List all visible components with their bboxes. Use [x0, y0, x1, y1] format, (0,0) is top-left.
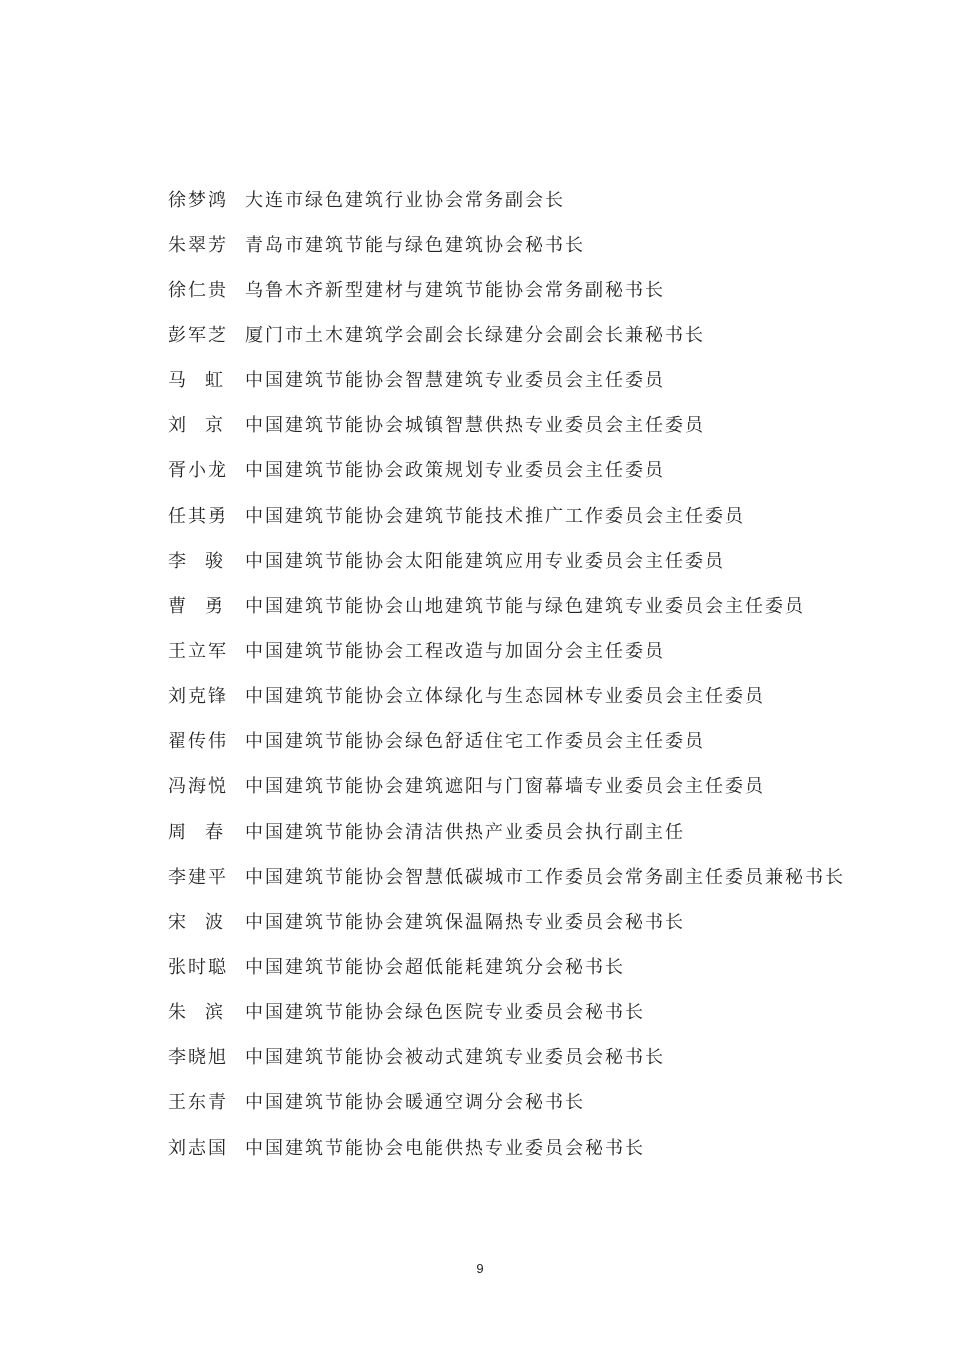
member-title: 中国建筑节能协会电能供热专业委员会秘书长 [245, 1137, 645, 1159]
member-title: 中国建筑节能协会暖通空调分会秘书长 [245, 1092, 585, 1114]
member-title: 中国建筑节能协会城镇智慧供热专业委员会主任委员 [245, 415, 705, 437]
member-row [168, 537, 868, 582]
member-name: 张 时 聪 [168, 956, 228, 978]
member-name: 徐 梦 鸿 [168, 189, 228, 211]
member-row [168, 266, 868, 311]
member-name: 任 其 勇 [168, 505, 228, 527]
member-row [168, 1034, 868, 1079]
member-list [168, 176, 868, 1169]
member-title: 中国建筑节能协会绿色医院专业委员会秘书长 [245, 1002, 645, 1024]
member-row [168, 492, 868, 537]
member-name: 李 骏 [168, 550, 225, 572]
member-title: 中国建筑节能协会太阳能建筑应用专业委员会主任委员 [245, 550, 725, 572]
member-row [168, 311, 868, 356]
member-row [168, 673, 868, 718]
member-title: 乌鲁木齐新型建材与建筑节能协会常务副秘书长 [245, 279, 665, 301]
member-name: 王 立 军 [168, 640, 228, 662]
member-row [168, 1079, 868, 1124]
member-title: 中国建筑节能协会被动式建筑专业委员会秘书长 [245, 1047, 665, 1069]
member-row [168, 357, 868, 402]
member-row [168, 1124, 868, 1169]
member-row [168, 943, 868, 988]
member-name: 王 东 青 [168, 1092, 228, 1114]
member-title: 中国建筑节能协会清洁供热产业委员会执行副主任 [245, 821, 685, 843]
member-name: 马 虹 [168, 370, 225, 392]
member-name: 曹 勇 [168, 595, 225, 617]
member-name: 刘 京 [168, 415, 225, 437]
member-title: 中国建筑节能协会工程改造与加固分会主任委员 [245, 640, 665, 662]
member-title: 中国建筑节能协会山地建筑节能与绿色建筑专业委员会主任委员 [245, 595, 805, 617]
page-number: 9 [476, 1261, 484, 1276]
member-name: 彭 军 芝 [168, 324, 228, 346]
member-row [168, 176, 868, 221]
member-name: 李 建 平 [168, 866, 228, 888]
member-name: 周 春 [168, 821, 225, 843]
member-name: 胥 小 龙 [168, 460, 228, 482]
member-row [168, 853, 868, 898]
member-name: 刘 克 锋 [168, 686, 228, 708]
member-row [168, 627, 868, 672]
member-row [168, 582, 868, 627]
member-row [168, 898, 868, 943]
member-name: 冯 海 悦 [168, 776, 228, 798]
member-title: 中国建筑节能协会建筑遮阳与门窗幕墙专业委员会主任委员 [245, 776, 765, 798]
member-name: 刘 志 国 [168, 1137, 228, 1159]
member-title: 中国建筑节能协会政策规划专业委员会主任委员 [245, 460, 665, 482]
member-title: 中国建筑节能协会超低能耗建筑分会秘书长 [245, 956, 625, 978]
member-title: 青岛市建筑节能与绿色建筑协会秘书长 [245, 234, 585, 256]
member-name: 翟 传 伟 [168, 731, 228, 753]
member-title: 中国建筑节能协会建筑保温隔热专业委员会秘书长 [245, 911, 685, 933]
member-row [168, 402, 868, 447]
member-name: 宋 波 [168, 911, 225, 933]
member-title: 厦门市土木建筑学会副会长绿建分会副会长兼秘书长 [245, 324, 705, 346]
member-name: 徐 仁 贵 [168, 279, 228, 301]
member-title: 中国建筑节能协会智慧建筑专业委员会主任委员 [245, 370, 665, 392]
member-title: 中国建筑节能协会立体绿化与生态园林专业委员会主任委员 [245, 686, 765, 708]
member-title: 大连市绿色建筑行业协会常务副会长 [245, 189, 565, 211]
member-row [168, 447, 868, 492]
member-row [168, 808, 868, 853]
member-title: 中国建筑节能协会智慧低碳城市工作委员会常务副主任委员兼秘书长 [245, 866, 845, 888]
member-name: 朱 翠 芳 [168, 234, 228, 256]
member-name: 李 晓 旭 [168, 1047, 228, 1069]
member-row [168, 718, 868, 763]
member-row [168, 221, 868, 266]
member-row [168, 763, 868, 808]
member-title: 中国建筑节能协会建筑节能技术推广工作委员会主任委员 [245, 505, 745, 527]
member-name: 朱 滨 [168, 1002, 225, 1024]
member-title: 中国建筑节能协会绿色舒适住宅工作委员会主任委员 [245, 731, 705, 753]
member-row [168, 989, 868, 1034]
